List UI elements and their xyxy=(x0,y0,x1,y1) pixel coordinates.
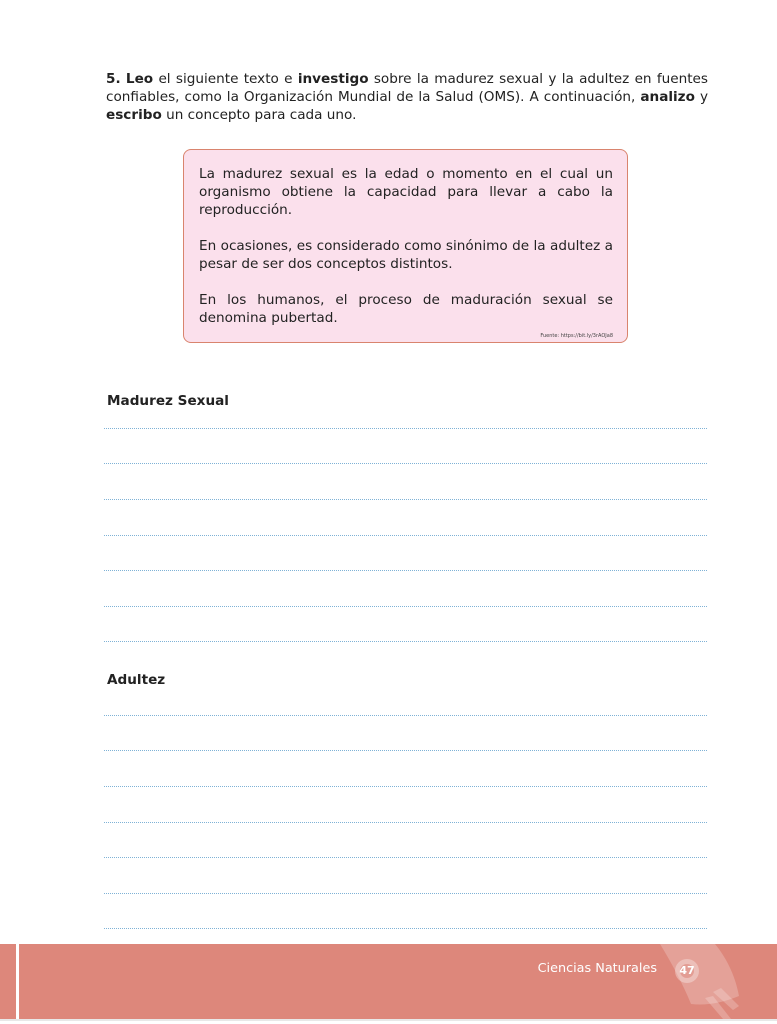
writing-line-adultez-6[interactable] xyxy=(104,893,707,894)
writing-line-madurez-5[interactable] xyxy=(104,570,707,571)
page-number: 47 xyxy=(679,964,695,977)
reading-paragraph-1: La madurez sexual es la edad o momento en el cual un organismo obtiene la capacidad para llevar a cabo la reproducción. xyxy=(199,166,613,218)
instruction-text-3: y xyxy=(694,89,708,105)
verb-leo: Leo xyxy=(125,71,154,87)
writing-line-madurez-7[interactable] xyxy=(104,641,707,642)
writing-line-madurez-2[interactable] xyxy=(104,463,707,464)
activity-instruction xyxy=(106,70,708,124)
instruction-text-2: sobre la madurez sexual y la adultez en fuentes confiables, como la Organización Mundial de la Salud (OMS). A continuación, xyxy=(106,71,708,105)
section-title-adultez: Adultez xyxy=(107,672,166,688)
reading-box xyxy=(183,149,628,343)
writing-line-adultez-3[interactable] xyxy=(104,786,707,787)
writing-line-madurez-4[interactable] xyxy=(104,535,707,536)
writing-line-adultez-4[interactable] xyxy=(104,822,707,823)
reading-paragraph-3: En los humanos, el proceso de maduración sexual se denomina pubertad. xyxy=(199,292,613,326)
writing-line-adultez-7[interactable] xyxy=(104,928,707,929)
writing-line-adultez-2[interactable] xyxy=(104,750,707,751)
section-title-madurez: Madurez Sexual xyxy=(107,393,229,409)
footer-stripe xyxy=(16,944,19,1019)
instruction-text-1: el siguiente texto e xyxy=(153,71,298,87)
writing-line-adultez-1[interactable] xyxy=(104,715,707,716)
instruction-text-4: un concepto para cada uno. xyxy=(161,107,357,123)
reading-paragraph-2: En ocasiones, es considerado como sinónimo de la adultez a pesar de ser dos conceptos distintos. xyxy=(199,238,613,272)
page-bottom-edge xyxy=(0,1019,777,1021)
writing-line-madurez-3[interactable] xyxy=(104,499,707,500)
activity-number: 5. xyxy=(106,71,121,87)
writing-line-madurez-6[interactable] xyxy=(104,606,707,607)
writing-line-adultez-5[interactable] xyxy=(104,857,707,858)
reading-source: Fuente: https://bit.ly/3rAOJa8 xyxy=(540,333,613,339)
writing-line-madurez-1[interactable] xyxy=(104,428,707,429)
footer-subject: Ciencias Naturales xyxy=(537,961,657,976)
verb-escribo: escribo xyxy=(106,107,162,123)
verb-analizo: analizo xyxy=(640,89,695,105)
verb-investigo: investigo xyxy=(297,71,369,87)
